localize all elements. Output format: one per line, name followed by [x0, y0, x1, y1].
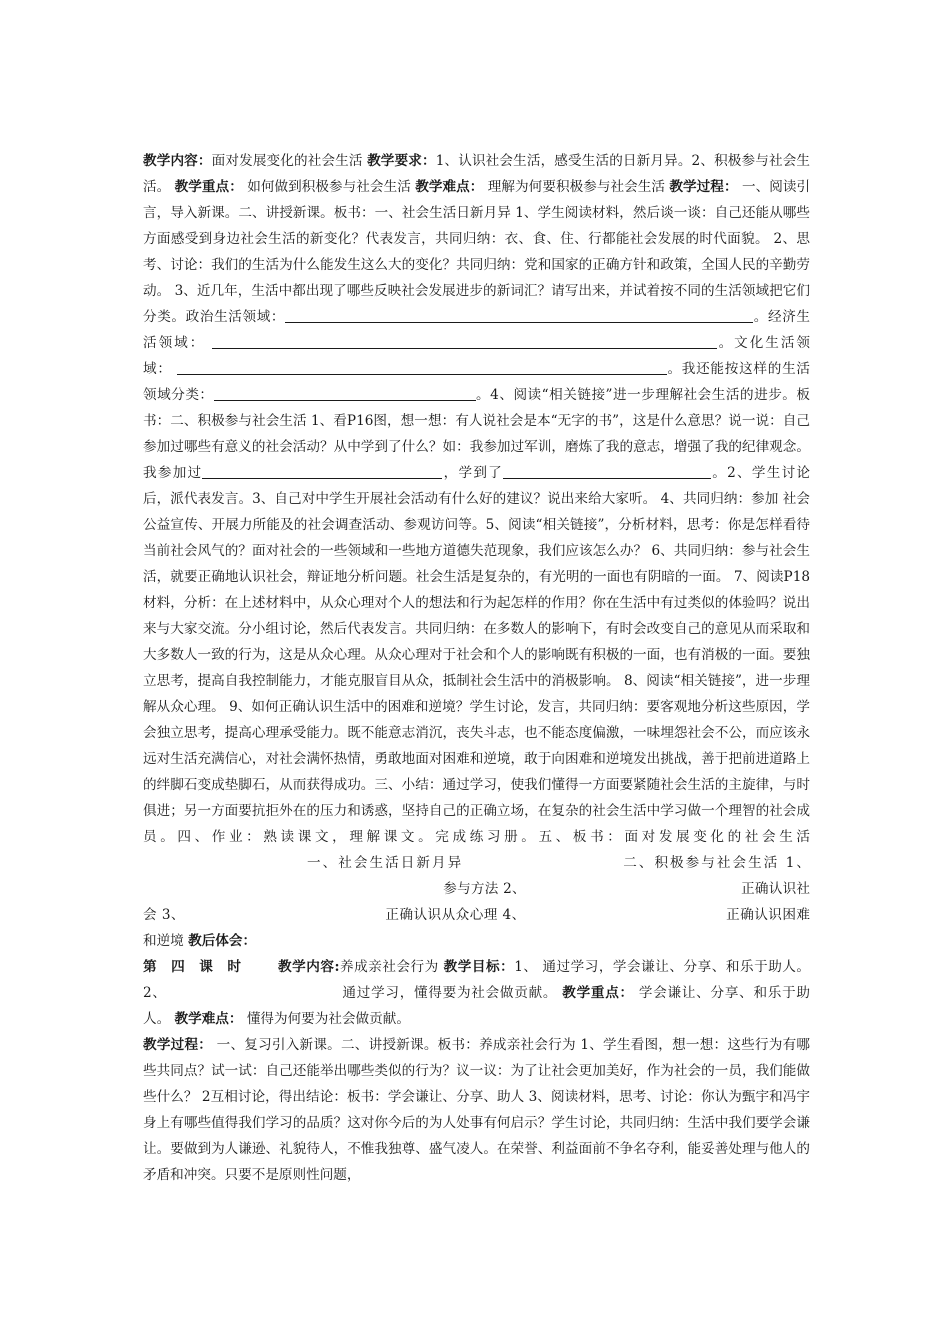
- process-label: 教学过程：: [669, 179, 738, 195]
- board-line-1: 一、社会生活日新月异: [305, 855, 464, 871]
- lesson4-process-label: 教学过程：: [143, 1037, 213, 1053]
- requirement-text: 1、认识社会生活，感受生活的日新月异。2、积极参与社会生活。: [143, 153, 811, 195]
- lesson4-key-label: 教学重点：: [562, 985, 634, 1001]
- difficulty-text: 理解为何要积极参与社会生活: [487, 179, 666, 195]
- key-point-label: 教学重点：: [174, 179, 243, 195]
- board-line-2: 二、积极参与社会生活: [621, 855, 780, 871]
- lesson4-goal-1-num: 1、: [514, 959, 538, 975]
- process-part-1: 一、阅读引言，导入新课。二、讲授新课。板书：一、社会生活日新月异 1、学生阅读材料，然后谈一谈：自己还能从哪些方面感受到身边社会生活的新变化？代表发言，共同归纳：衣、食、住、行都能社会发展的时代面貌。 2、思考、讨论：我们的生活为什么能发生这么大的变化？共同归纳：党和国家的正确方针和政策，全国人民的辛勤劳动。 3、近几年，生活中都出现了哪些反映社会发展进步的新词汇？请写出来，并试着按不同的生活领域把它们分类。政治生活领域：: [143, 179, 811, 325]
- lesson4-goal-2: 通过学习，懂得要为社会做贡献。: [341, 985, 558, 1001]
- process-part-3: 。2、学生讨论后，派代表发言。3、自己对中学生开展社会活动有什么好的建议？说出来给大家听。 4、共同归纳：参加 社会公益宣传、开展力所能及的社会调查活动、参观访问等。5、阅读“相关链接”，分析材料，思考：你是怎样看待当前社会风气的？面对社会的一些领域和一些地方道德失范现象，我们应该怎么办？ 6、共同归纳：参与社会生活，就要正确地认识社会，辩证地分析问题。社会生活是复杂的，有光明的一面也有阴暗的一面。 7、阅读P18材料，分析：在上述材料中，从众心理对个人的想法和行为起怎样的作用？你在生活中有过类似的体验吗？说出来与大家交流。分小组讨论，然后代表发言。共同归纳：在多数人的影响下，有时会改变自己的意见从而采取和大多数人一致的行为，这是从众心理。从众心理对于社会和个人的影响既有积极的一面，也有消极的一面。要独立思考，提高自我控制能力，才能克服盲目从众，抵制社会生活中的消极影响。 8、阅读“相关链接”，进一步理解从众心理。 9、如何正确认识生活中的困难和逆境？学生讨论，发言，共同归纳：要客观地分析这些原因，学会独立思考，提高心理承受能力。既不能意志消沉，丧失斗志，也不能态度偏激，一味埋怨社会不公，而应该永远对生活充满信心，对社会满怀热情，勇敢地面对困难和逆境，敢于向困难和逆境发出挑战，善于把前进道路上的绊脚石变成垫脚石，从而获得成功。三、小结：通过学习，使我们懂得一方面要紧随社会生活的主旋律，与时俱进；另一方面要抗拒外在的压力和诱惑，坚持自己的正确立场，在复杂的社会生活中学习做一个理智的社会成员。四、作业：熟读课文，理解课文。完成练习册。五、板书：面对发展变化的社会生活: [143, 465, 811, 845]
- lesson3-body: [143, 148, 810, 954]
- lesson4-key-text: 学会谦让、分享、和乐于助人。: [143, 985, 811, 1027]
- content-text: 面对发展变化的社会生活: [211, 153, 363, 169]
- lesson4-goal-label: 教学目标：: [443, 959, 515, 975]
- board-item-2-text: 正确认识社会 3、: [143, 881, 810, 923]
- requirement-label: 教学要求：: [367, 153, 436, 169]
- learned-blank[interactable]: [503, 463, 711, 479]
- board-item-4-text: 正确认识困难和逆境: [143, 907, 810, 949]
- process-part-2: 。4、阅读“相关链接”进一步理解社会生活的进步。板书：二、积极参与社会生活 1、看P16图，想一想：有人说社会是本“无字的书”，这是什么意思？说一说：自己参加过哪些有意义的社会活动？从中学到了什么？如：我参加过军训，磨炼了我的意志，增强了我的纪律观念。我参加过: [143, 387, 811, 481]
- board-item-1-text: 参与方法: [443, 881, 499, 897]
- lesson4-difficulty-text: 懂得为何要为社会做贡献。: [246, 1011, 410, 1027]
- board-item-1: 1、: [785, 855, 810, 871]
- lesson4-difficulty-label: 教学难点：: [174, 1011, 243, 1027]
- other-field-label: 。我还能按这样的生活领域分类：: [143, 361, 810, 403]
- reflection-label: 教后体会：: [188, 933, 257, 949]
- activity-blank[interactable]: [202, 463, 442, 479]
- difficulty-label: 教学难点：: [415, 179, 484, 195]
- lesson4-goal-1: 通过学习，学会谦让、分享、和乐于助人。 2、: [143, 959, 811, 1001]
- cultural-field-label: 。文化生活领域：: [143, 335, 811, 377]
- lesson-plan-page: [143, 148, 810, 1188]
- board-item-3-text: 正确认识从众心理 4、: [384, 907, 526, 923]
- lesson4-process-text: 一、复习引入新课。二、讲授新课。板书：养成亲社会行为 1、学生看图，想一想：这些行为有哪些共同点？试一试：自己还能举出哪些类似的行为？议一议：为了让社会更加美好，作为社会的一员，我们能做些什么？ 2互相讨论，得出结论：板书：学会谦让、分享、助人 3、阅读材料，思考、讨论：你认为甄宇和冯宇身上有哪些值得我们学习的品质？这对你今后的为人处事有何启示？学生讨论，共同归纳：生活中我们要学会谦让。要做到为人谦逊、礼貌待人，不惟我独尊、盛气凌人。在荣誉、利益面前不争名夺利，能妥善处理与他人的矛盾和冲突。只要不是原则性问题，: [143, 1037, 811, 1183]
- other-field-blank[interactable]: [214, 385, 476, 401]
- cultural-blank[interactable]: [177, 359, 667, 375]
- lesson4-heading: 第四课时: [143, 959, 256, 975]
- lesson4-body: [143, 954, 810, 1188]
- content-label: 教学内容：: [143, 153, 212, 169]
- political-blank[interactable]: [285, 307, 753, 323]
- economic-field-label: 。经济生活领域：: [143, 309, 811, 351]
- lesson4-content-label: 教学内容:: [277, 959, 340, 975]
- lesson4-content-text: 养成亲社会行为: [339, 959, 439, 975]
- key-point-text: 如何做到积极参与社会生活: [247, 179, 411, 195]
- economic-blank[interactable]: [212, 333, 717, 349]
- learned-label: ，学到了: [442, 465, 504, 481]
- board-item-2: 2、: [503, 881, 526, 897]
